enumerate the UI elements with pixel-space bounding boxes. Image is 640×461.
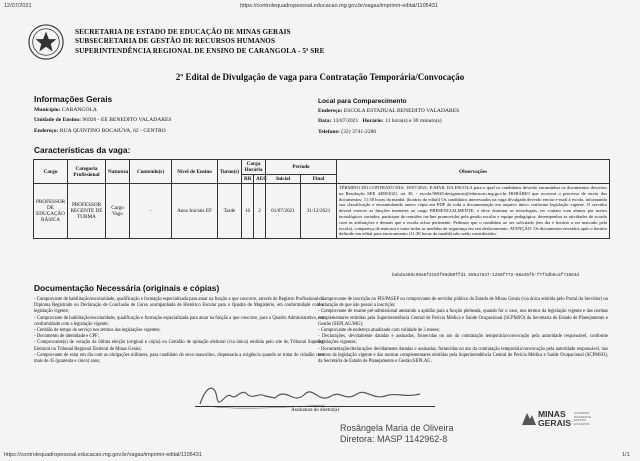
minas-gerais-tagline: GOVERNO DIFERENTE ESTADO EFICIENTE: [574, 411, 592, 426]
footer-url: https://controlequadropessoal.educacao.mg.gov.br/vagas/imprimir-edital/1105431: [4, 452, 202, 458]
list-item: - Declarações, devidamente datadas e assinadas, fornecidas no ato da contratação temporária/convocação pela autoridade responsável, conforme legislações vigentes;: [318, 334, 608, 346]
stamp-name: Rosângela Maria de Oliveira: [340, 423, 454, 433]
list-item: - Comprovante de estar em dia com as obrigações militares, para candidato do sexo masculino, dispensada a exigência quando se tratar de cidadão com mais de 45 (quarenta e cinco) anos;: [34, 352, 324, 365]
col-inicial: Inicial: [266, 175, 301, 184]
col-carga: Carga Horária: [242, 160, 266, 175]
cell-aec: 2: [254, 184, 266, 239]
cell-turno: Tarde: [218, 184, 242, 239]
docs-heading: Documentação Necessária (originais e cópias): [34, 283, 220, 293]
vaga-table: [33, 159, 610, 239]
docs-left-column: [34, 297, 324, 365]
col-aec: AEC: [254, 175, 266, 184]
place-date-field: Data: 13/07/2021 Horário: 11 hora(s) e 30 minuto(s): [318, 118, 442, 124]
unidade-field: Unidade de Ensino: 96920 - EE BENEDITO VALADARES: [34, 117, 172, 123]
document-hash: babda366c56a6f3183f09d80ffd1.595a7837-1256f772-68a45f5-f7f3db6caf71864d: [392, 273, 580, 278]
col-categoria: Categoria Profissional: [68, 160, 106, 184]
stamp-role: Diretora: MASP 1142962-8: [340, 434, 448, 444]
list-item: - Documento de identidade e CPF;: [34, 334, 99, 340]
institution-line-1: SECRETARIA DE ESTADO DE EDUCAÇÃO DE MINAS GERAIS: [75, 28, 291, 36]
state-crest-icon: [27, 23, 65, 61]
list-item: - Comprovante de inscrição no PIS/PASEP ou comprovante de servidor público do Estado de Minas Gerais (via única emitida pelo Portal do Servidor) ou declaração de que não possui a inscrição;: [318, 297, 608, 309]
cell-final: 31/12/2021: [301, 184, 337, 239]
list-item: - Comprovante de endereço atualizado com validade de 3 meses;: [318, 328, 440, 334]
cell-natureza: Cargo Vago: [106, 184, 130, 239]
col-turno: Turno(s): [218, 160, 242, 184]
table-row: [34, 184, 610, 239]
col-final: Final: [301, 175, 337, 184]
cell-inicial: 01/07/2021: [266, 184, 301, 239]
institution-line-2: SUBSECRETARIA DE GESTÃO DE RECURSOS HUMANOS: [75, 37, 276, 46]
vaga-heading: Características da vaga:: [34, 145, 131, 155]
col-periodo: Período: [266, 160, 337, 175]
place-heading: Local para Comparecimento: [318, 98, 407, 105]
list-item: - Comprovante de exame pré-admissional atestando a aptidão para a função pleiteada, quando for o caso, nos termos da legislação vigente e das normas complementares emitidas pela Superintendência Central de Perícia Médica e Saúde Ocupacional (SCPMSO) da Secretaria de Estado de Planejamento e Gestão (SEPLAG/MG);: [318, 309, 608, 327]
col-observacoes: Observações: [337, 160, 610, 184]
docs-right-column: [318, 297, 608, 365]
col-natureza: Natureza: [106, 160, 130, 184]
general-info-heading: Informações Gerais: [34, 94, 113, 104]
cell-nivel: Anos Iniciais EF: [172, 184, 218, 239]
place-endereco-field: Endereço: ESCOLA ESTADUAL BENEDITO VALADARES: [318, 108, 460, 114]
document-title: 2º Edital de Divulgação de vaga para Contratação Temporária/Convocação: [175, 72, 465, 82]
list-item: - Certidão de tempo de serviço nos termos das legislações vigentes;: [34, 328, 161, 334]
cell-rr: 16: [242, 184, 254, 239]
col-conteudos: Conteúdo(s): [130, 160, 172, 184]
print-url: https://controlequadropessoal.educacao.mg.gov.br/vagas/imprimir-edital/1105431: [240, 3, 438, 9]
list-item: - Comprovante(s) de votação da última eleição (original e cópia) ou Certidão de quitação eleitoral (via única) emitida pelo site do Tribunal Superior Eleitoral ou Tribunal Regional Eleitoral de Minas Gerais;: [34, 340, 324, 352]
place-phone-field: Telefone: (32) 3741-2280: [318, 129, 377, 135]
cell-cargo: PROFESSOR DE EDUCAÇÃO BÁSICA: [34, 184, 68, 239]
minas-gerais-logo-icon: [522, 411, 536, 425]
list-item: - Documentação/declarações devidamente datadas e assinadas, fornecidas no ato da contratação temporária/convocação pela autoridade responsável, nos termos da legislação vigente e das normas complementares emitidas pela Superintendência Central de Perícia Médica e Saúde Ocupacional (SCPMSO), da Secretaria de Estado de Planejamento e Gestão/SEPLAG.: [318, 346, 608, 365]
cell-categoria: PROFESSOR REGENTE DE TURMA: [68, 184, 106, 239]
col-nivel: Nível de Ensino: [172, 160, 218, 184]
cell-observacoes: TÉRMINO DO CONTRATO DIA: 18/07/2021. E-MAIL DA ESCOLA para o qual os candidatos deverão encaminhar os documentos descritos na Resolução SEE 4498/2021, art 30. - escola.96920.designacao@educacao.mg.gov.br HORÁRIO que ocorrerá o processo de envio dos documentos: 11:30 horas da manhã. (horário do edital) Os candidatos interessados na vaga divulgada deverão enviar e-mail à escola, informando sua classificação e encaminhando anexo cópia em PDF de toda a documentação em arquivo único conforme legislação vigente. O servidor deverá exercer as funções inerentes ao cargo PRESENCIALMENTE, e deve dominar as tecnologias, ter contato com alunos por meios tecnológicos variados, participar de reuniões on-line promovidas pela gestão escolar e equipe pedagógica, desempenhar as atividades de acordo com as atribuições e demais que a escola achar pertinente. Pedimos que o candidato ao ser solicitado (em dia e horário a ser marcado pela escola), compareça de máscara e tome todas as medidas de segurança em seu deslocamento. ATENÇÃO: Os documentos enviados após o horário definido em edital para encerramento (11:30 horas da manhã) não serão considerados.: [337, 184, 610, 239]
institution-header: [75, 28, 324, 56]
col-cargo: Cargo: [34, 160, 68, 184]
signature-line: [195, 406, 435, 407]
cell-conteudos: -: [130, 184, 172, 239]
page-number: 1/1: [622, 452, 630, 458]
table-header-row-1: [34, 160, 610, 175]
endereco-field: Endereço: RUA QUINTINO BOCAIÚVA, 62 - CENTRO: [34, 128, 166, 134]
institution-line-3: SUPERINTENDÊNCIA REGIONAL DE ENSINO DE CARANGOLA - 5ª SRE: [75, 46, 325, 55]
col-rr: RR: [242, 175, 254, 184]
signature-label: Assinatura do diretor(a): [291, 408, 339, 413]
print-date: 12/07/2021: [4, 3, 32, 9]
municipio-field: Município: CARANGOLA: [34, 107, 97, 113]
list-item: - Comprovante de habilitação/escolaridade, qualificação e formação especializada para atuar na função a que concorre, através de Registro Profissional ou Diploma Registrado ou Declaração de Conclusão de Curso acompanhada de Histórico Escolar para o Quadro do Magistério, em conformidade com a legislação vigente;: [34, 297, 324, 315]
minas-gerais-wordmark: MINAS GERAIS: [538, 409, 571, 428]
list-item: - Comprovante de habilitação/escolaridade, qualificação e formação especializada para atuar na função a que concorre, para o Quadro Administrativo, em conformidade com a legislação vigente;: [34, 315, 324, 327]
